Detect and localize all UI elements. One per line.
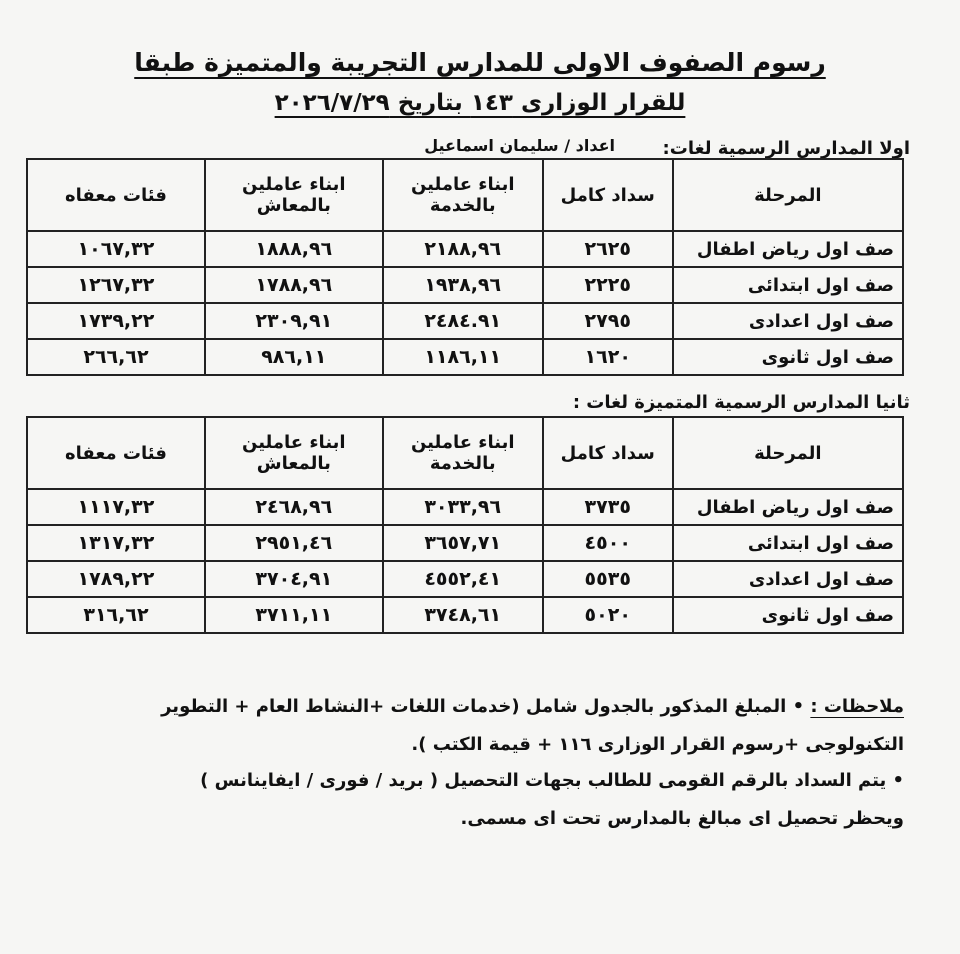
section1-label: اولا المدارس الرسمية لغات:: [662, 138, 910, 159]
header-exempt: فئات معفاه: [27, 417, 205, 489]
cell-full: ٢٦٢٥: [543, 231, 673, 267]
table-row: [27, 489, 903, 525]
cell-stage: صف اول رياض اطفال: [673, 231, 903, 267]
header-employees-retired: ابناء عاملين بالمعاش: [205, 159, 383, 231]
document-title: [100, 48, 860, 77]
cell-retired: ٢٩٥١,٤٦: [205, 525, 383, 561]
cell-retired: ١٨٨٨,٩٦: [205, 231, 383, 267]
cell-service: ٣٦٥٧,٧١: [383, 525, 543, 561]
cell-service: ١٩٣٨,٩٦: [383, 267, 543, 303]
header-stage: المرحلة: [673, 417, 903, 489]
header-full-payment: سداد كامل: [543, 417, 673, 489]
title-line-1: رسوم الصفوف الاولى للمدارس التجريبة والمتميزة طبقا: [134, 48, 826, 77]
cell-full: ٢٧٩٥: [543, 303, 673, 339]
title-line-2: للقرار الوزارى ١٤٣ بتاريخ ٢٠٢٦/٧/٢٩: [274, 90, 686, 116]
table-header-row: [27, 417, 903, 489]
cell-stage: صف اول اعدادى: [673, 303, 903, 339]
cell-service: ٣٧٤٨,٦١: [383, 597, 543, 633]
table-header-row: [27, 159, 903, 231]
note2-line1: • يتم السداد بالرقم القومى للطالب بجهات التحصيل ( بريد / فورى / ايفاينانس ): [200, 770, 904, 791]
cell-retired: ٢٣٠٩,٩١: [205, 303, 383, 339]
cell-retired: ٣٧١١,١١: [205, 597, 383, 633]
cell-stage: صف اول ثانوى: [673, 339, 903, 375]
table-row: [27, 267, 903, 303]
cell-full: ١٦٢٠: [543, 339, 673, 375]
note1-line2: التكنولوجى +رسوم القرار الوزارى ١١٦ + قيمة الكتب ).: [411, 734, 904, 755]
cell-stage: صف اول رياض اطفال: [673, 489, 903, 525]
cell-retired: ٢٤٦٨,٩٦: [205, 489, 383, 525]
header-stage: المرحلة: [673, 159, 903, 231]
cell-exempt: ١٠٦٧,٣٢: [27, 231, 205, 267]
table-row: [27, 525, 903, 561]
cell-stage: صف اول اعدادى: [673, 561, 903, 597]
note2-line2: ويحظر تحصيل اى مبالغ بالمدارس تحت اى مسمى.: [460, 808, 904, 829]
header-employees-in-service: ابناء عاملين بالخدمة: [383, 159, 543, 231]
cell-full: ٢٢٢٥: [543, 267, 673, 303]
prepared-by: اعداد / سليمان اسماعيل: [424, 136, 615, 155]
note1-text: • المبلغ المذكور بالجدول شامل (خدمات اللغات +النشاط العام + التطوير: [161, 696, 805, 717]
header-employees-retired: ابناء عاملين بالمعاش: [205, 417, 383, 489]
notes-block-2: [54, 762, 904, 838]
cell-service: ٢٤٨٤.٩١: [383, 303, 543, 339]
fees-table-official-languages: [26, 158, 904, 376]
document-subtitle: [100, 90, 860, 116]
note1-line1: [54, 688, 904, 726]
cell-exempt: ١٧٣٩,٢٢: [27, 303, 205, 339]
cell-service: ١١٨٦,١١: [383, 339, 543, 375]
table-row: [27, 231, 903, 267]
table-row: [27, 303, 903, 339]
fees-table-distinguished-languages: [26, 416, 904, 634]
cell-full: ٤٥٠٠: [543, 525, 673, 561]
cell-full: ٥٠٢٠: [543, 597, 673, 633]
cell-exempt: ١٢٦٧,٣٢: [27, 267, 205, 303]
table-row: [27, 597, 903, 633]
cell-full: ٣٧٣٥: [543, 489, 673, 525]
cell-exempt: ٢٦٦,٦٢: [27, 339, 205, 375]
cell-retired: ١٧٨٨,٩٦: [205, 267, 383, 303]
notes-block-1: [54, 688, 904, 764]
cell-exempt: ٣١٦,٦٢: [27, 597, 205, 633]
cell-service: ٤٥٥٢,٤١: [383, 561, 543, 597]
cell-service: ٢١٨٨,٩٦: [383, 231, 543, 267]
header-employees-in-service: ابناء عاملين بالخدمة: [383, 417, 543, 489]
table-row: [27, 561, 903, 597]
cell-full: ٥٥٣٥: [543, 561, 673, 597]
cell-exempt: ١١١٧,٣٢: [27, 489, 205, 525]
cell-stage: صف اول ابتدائى: [673, 525, 903, 561]
table-row: [27, 339, 903, 375]
cell-exempt: ١٣١٧,٣٢: [27, 525, 205, 561]
cell-stage: صف اول ابتدائى: [673, 267, 903, 303]
cell-retired: ٣٧٠٤,٩١: [205, 561, 383, 597]
header-full-payment: سداد كامل: [543, 159, 673, 231]
section2-label: ثانيا المدارس الرسمية المتميزة لغات :: [572, 392, 910, 413]
header-exempt: فئات معفاه: [27, 159, 205, 231]
cell-retired: ٩٨٦,١١: [205, 339, 383, 375]
notes-label: ملاحظات :: [810, 696, 904, 717]
cell-stage: صف اول ثانوى: [673, 597, 903, 633]
cell-service: ٣٠٣٣,٩٦: [383, 489, 543, 525]
cell-exempt: ١٧٨٩,٢٢: [27, 561, 205, 597]
